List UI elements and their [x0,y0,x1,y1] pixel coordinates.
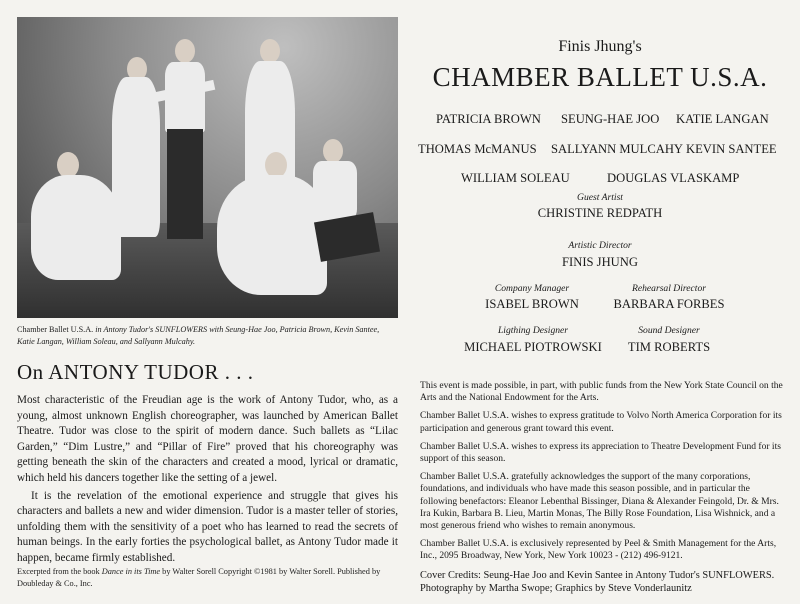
guest-artist-label: Guest Artist [577,192,623,203]
dancer-name: THOMAS McMANUS [418,142,537,156]
caption-text: in Antony Tudor's SUNFLOWERS with Seung-Hae Joo, Patricia Brown, Kevin Santee, Katie Langan, William Soleau, and Sallyann Mulcahy. [17,325,380,346]
excerpt-suffix: by Walter Sorell Copyright ©1981 by Walter Sorell. Published by Doubleday & Co., Inc. [17,567,381,588]
dancer-name: SEUNG-HAE JOO [561,112,660,126]
guest-artist-name: CHRISTINE REDPATH [537,206,663,220]
artistic-director-name: FINIS JHUNG [562,255,638,269]
company-manager-name: ISABEL BROWN [485,297,579,311]
dancers-photograph [17,17,398,318]
photo-caption [17,324,398,348]
acknowledgements [420,380,788,601]
cover-credits: Cover Credits: Seung-Hae Joo and Kevin Santee in Antony Tudor's SUNFLOWERS. Photography by Martha Swope; Graphics by Steve Vonderlaunitz [420,569,775,594]
presenter-line: Finis Jhung's [558,38,642,55]
dancer-name: WILLIAM SOLEAU [461,171,570,185]
essay-text [17,393,398,567]
excerpt-prefix: Excerpted from the book [17,567,102,576]
sound-designer-label: Sound Designer [638,325,700,336]
acknowledgement-paragraph: Chamber Ballet U.S.A. gratefully acknowledges the support of the many corporations, foundations, and individuals who have made this season possible, and in particular the following benefactors: Eleanor Lebenthal Bissinger, Diana & Alexander Feingold, Dr. & Mrs. Ira Kukin, Barbara B. Lieu, Martin Monas, The Billy Rose Foundation, Lisa Wishnick, and a most generous friend who wishes to remain anonymous. [420,471,779,532]
rehearsal-director-label: Rehearsal Director [632,283,706,294]
acknowledgement-paragraph: Chamber Ballet U.S.A. is exclusively represented by Peel & Smith Management for the Arts, Inc., 2095 Broadway, New York, New York 10023 - (212) 496-9121. [420,538,777,562]
company-title: CHAMBER BALLET U.S.A. [432,62,768,92]
dancer-name: PATRICIA BROWN [436,112,541,126]
excerpt-book-title: Dance in its Time [101,567,161,576]
sound-designer-name: TIM ROBERTS [627,340,711,354]
acknowledgement-paragraph: This event is made possible, in part, with public funds from the New York State Council on the Arts and the National Endowment for the Arts. [420,380,783,404]
rehearsal-director-name: BARBARA FORBES [613,297,725,311]
essay-heading: On ANTONY TUDOR . . . [17,360,254,384]
acknowledgement-paragraph: Chamber Ballet U.S.A. wishes to express its appreciation to Theatre Development Fund for its support of this season. [420,440,781,465]
dancer-name: KEVIN SANTEE [686,142,777,156]
lighting-designer-label: Ligthing Designer [497,325,569,336]
lighting-designer-name: MICHAEL PIOTROWSKI [464,340,602,354]
acknowledgement-paragraph: Chamber Ballet U.S.A. wishes to express gratitude to Volvo North America Corporation for its participation and generous grant toward this event. [420,410,782,434]
caption-prefix: Chamber Ballet U.S.A. [17,325,96,334]
artistic-director-label: Artistic Director [568,240,632,251]
essay-paragraph: It is the revelation of the emotional experience and struggle that gives his characters and ballets a new and wider dimension. Tudor is a master teller of stories, unfolding them with the sensitivity of a poet who has learned to read the secrets of human beings. In the early forties the psychological ballet, as Antony Tudor made it happen, became firmly established. [17,489,398,564]
dancer-name: SALLYANN MULCAHY [551,142,684,156]
excerpt-note [17,566,398,589]
dancer-name: KATIE LANGAN [676,112,769,126]
essay-paragraph: Most characteristic of the Freudian age is the work of Antony Tudor, who, as a young, almost unknown English choreographer, was launched by American Ballet Theatre. Tudor was close to the spirit of modern dance. Such ballets as “Lilac Garden,” “Dim Lustre,” and “Pillar of Fire” proved that his choreography was getting beneath the skin of the characters and created a mood, lyrical or dramatic, which held his dancers together like the setting of a jewel. [17,394,398,484]
company-manager-label: Company Manager [494,283,570,294]
dancer-name: DOUGLAS VLASKAMP [607,171,740,185]
